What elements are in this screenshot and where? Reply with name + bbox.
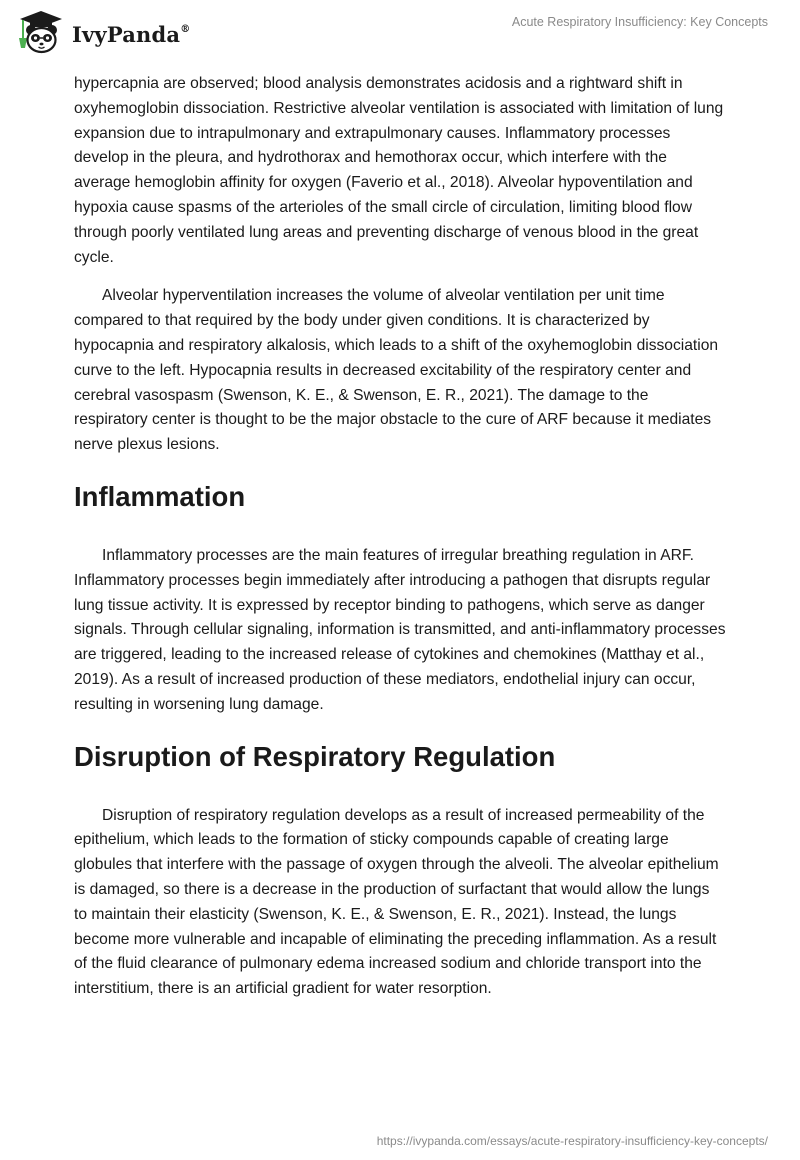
- section-heading-disruption: Disruption of Respiratory Regulation: [74, 740, 556, 772]
- page-header: [0, 0, 800, 70]
- brand-name: IvyPanda®: [72, 21, 191, 47]
- body-paragraph-1: hypercapnia are observed; blood analysis demonstrates acidosis and a rightward shift in oxyhemoglobin dissociation. Restrictive alveolar ventilation is associated with limitation of lung expansion due to intrapulmonary and extrapulmonary causes. Inflammatory processes develop in the pleura, and hydrothorax and hemothorax occur, which interfere with the average hemoglobin affinity for oxygen (Faverio et al., 2018). Alveolar hypoventilation and hypoxia cause spasms of the arterioles of the small circle of circulation, limiting blood flow through poorly ventilated lung areas and preventing discharge of venous blood in the great cycle.: [74, 75, 724, 266]
- section-heading-inflammation: Inflammation: [74, 480, 246, 512]
- essay-content: [74, 72, 726, 1002]
- source-url[interactable]: https://ivypanda.com/essays/acute-respiratory-insufficiency-key-concepts/: [376, 1134, 768, 1148]
- ivypanda-logo[interactable]: [14, 8, 190, 56]
- panda-graduation-cap-icon: [14, 8, 66, 56]
- document-title: Acute Respiratory Insufficiency: Key Concepts: [511, 15, 768, 29]
- body-paragraph-4: Disruption of respiratory regulation develops as a result of increased permeability of the epithelium, which leads to the formation of sticky compounds capable of creating large globules that interfere with the passage of oxygen through the alveoli. The alveolar epithelium is damaged, so there is a decrease in the production of surfactant that would allow the lungs to maintain their elasticity (Swenson, K. E., & Swenson, E. R., 2021). Instead, the lungs become more vulnerable and incapable of eliminating the preceding inflammation. As a result of the fluid clearance of pulmonary edema increased sodium and chloride transport into the interstitium, there is an artificial gradient for water resorption.: [74, 806, 719, 998]
- body-paragraph-2: Alveolar hyperventilation increases the volume of alveolar ventilation per unit time compared to that required by the body under given conditions. It is characterized by hypocapnia and respiratory alkalosis, which leads to a shift of the oxyhemoglobin dissociation curve to the left. Hypocapnia results in decreased excitability of the respiratory center and cerebral vasospasm (Swenson, K. E., & Swenson, E. R., 2021). The damage to the respiratory center is thought to be the major obstacle to the cure of ARF because it mediates nerve plexus lesions.: [74, 287, 719, 454]
- body-paragraph-3: Inflammatory processes are the main features of irregular breathing regulation in ARF. Inflammatory processes begin immediately after introducing a pathogen that disrupts regular lung tissue activity. It is expressed by receptor binding to pathogens, which serve as danger signals. Through cellular signaling, information is transmitted, and anti-inflammatory processes are triggered, leading to the increased release of cytokines and chemokines (Matthay et al., 2019). As a result of increased production of these mediators, endothelial injury can occur, resulting in worsening lung damage.: [74, 546, 726, 713]
